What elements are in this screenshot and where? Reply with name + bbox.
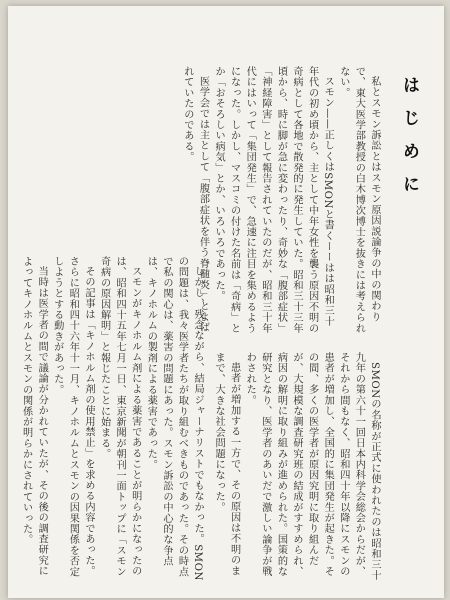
paragraph: 医学会では主として「腹部症状を伴う脊髄炎」とよばれていたのである。 — [181, 66, 209, 333]
book-page — [8, 6, 444, 598]
paragraph: SMONの名称が正式に使われたのは昭和三十九年の第六十一回日本内科学会総会からだが、それから間もなく、昭和四十年以降にスモンの患者が増加し、全国的に集団発生が起きた。その間、多くの医学者が原因究明に取り組んだが、大規模な調査研究班の結成がすすめられ、病因の解明に取り組みが進められた。国策的な研究となり、医学者のあいだで激しい論争が戦わされた。 — [244, 352, 380, 581]
right-bottom-text-block — [210, 352, 382, 582]
paragraph: スモンがキノホルム剤による薬害であることが明らかになったのは、昭和四十五年七月一日、東京新聞が朝刊一面トップに「スモン奇病の原因解明」と報じたことに始まる。 — [98, 256, 141, 577]
right-top-text-block — [179, 66, 382, 336]
page-heading: はじめに — [399, 76, 419, 208]
paragraph: 私とスモン訴訟とはスモン原因説論争の中の関わりで、東大医学部教授の白木博次博士を抜きには考えられない。 — [337, 66, 380, 334]
paragraph: スモン——正しくはSMONと書くーーはは昭和三十年代の初め頃から、主として中年女性を襲う原因不明の奇病として各地で散発的に発生していた。昭和三十三年頃から、時に脚が急に変わったり、奇妙な「腹部症状」「神経障害」として報告されていたのだが、昭和三十年代にはいって「集団発生」で、急速に注目を集めるようになった。しかし、マスコミの付けた名前は「奇病」とか「おそろしい病気」とか、いろいろであった。 — [213, 66, 334, 334]
paragraph: 当時は医学者の間で議論が分かれていたが、その後の調査研究によってキノホルムとスモンの関係が明らかにされていった。 — [20, 256, 48, 577]
paragraph: しかし、残念ながら、結局ジャーナリストでもなかった。SMONの問題は、我々医学者たちが取り組むべきものであった。その時点で私の関心は、薬害の問題にあった。スモン訴訟の中心的な争点は、キノホルムの製剤による薬害であった。 — [145, 256, 204, 582]
left-text-block — [18, 256, 205, 586]
paragraph: 患者が増加する一方で、その原因は不明のままで、大きな社会問題になった。 — [213, 352, 240, 577]
paragraph: その記事は「キノホルム剤の使用禁止」を求める内容であった。さらに昭和四十六年十一月、キノホルムとスモンの因果関係を否定しようとする動きがあった。 — [51, 256, 94, 577]
